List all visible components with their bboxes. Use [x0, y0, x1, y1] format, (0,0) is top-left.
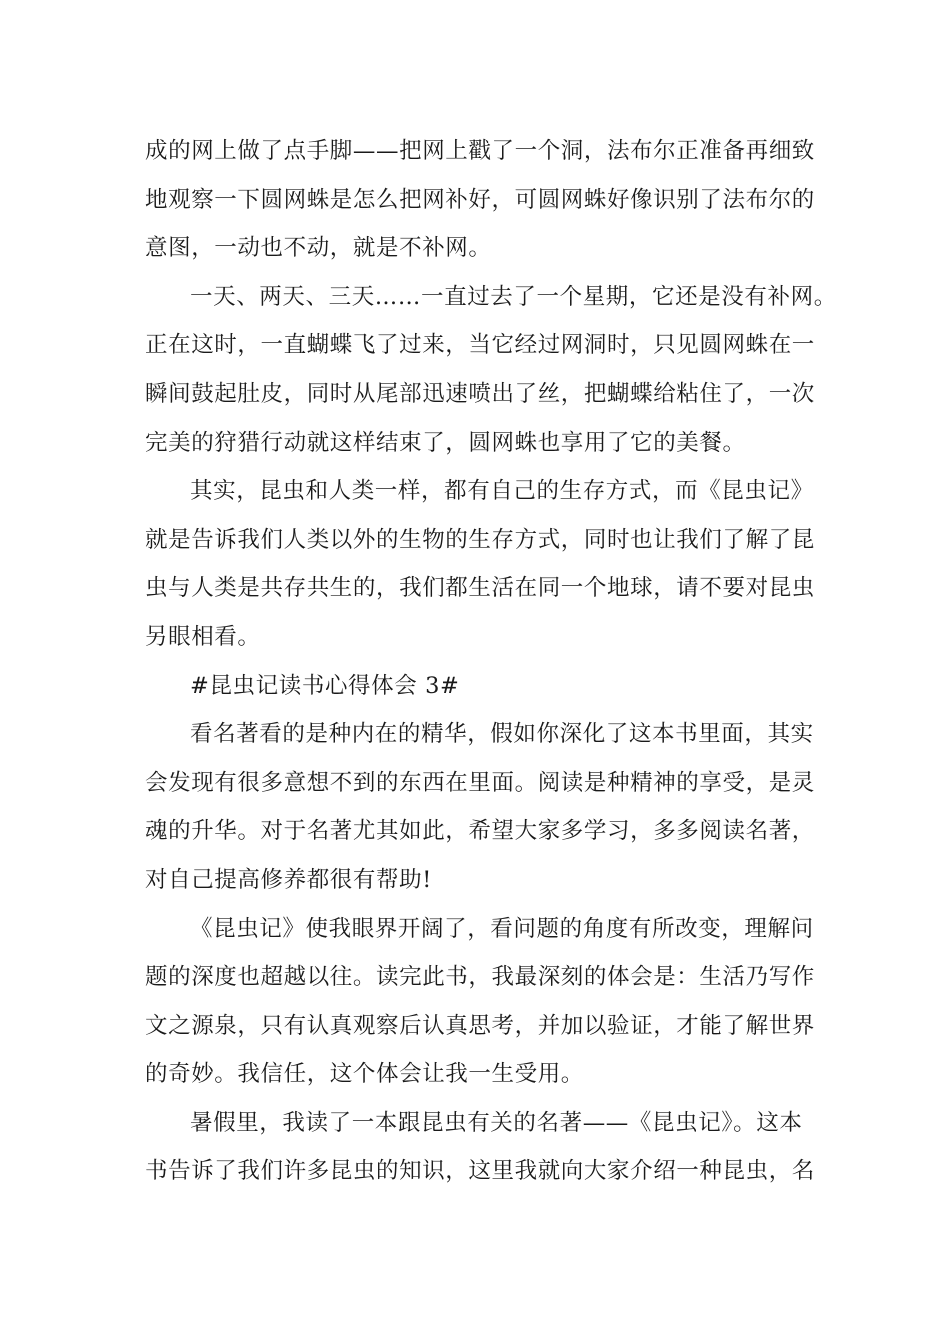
document-body — [145, 131, 837, 1200]
text-line: 完美的狩猎行动就这样结束了，圆网蛛也享用了它的美餐。 — [145, 429, 746, 456]
text-line: 地观察一下圆网蛛是怎么把网补好，可圆网蛛好像识别了法布尔的 — [145, 186, 815, 213]
text-line: 就是告诉我们人类以外的生物的生存方式，同时也让我们了解了昆 — [145, 526, 815, 553]
text-line: 虫与人类是共存共生的，我们都生活在同一个地球，请不要对昆虫 — [145, 575, 815, 602]
text-line: 题的深度也超越以往。读完此书，我最深刻的体会是：生活乃写作 — [145, 964, 815, 991]
text-line: 瞬间鼓起肚皮，同时从尾部迅速喷出了丝，把蝴蝶给粘住了，一次 — [145, 380, 815, 407]
section-heading: #昆虫记读书心得体会 3# — [190, 672, 460, 699]
text-line: 意图，一动也不动，就是不补网。 — [145, 235, 492, 262]
text-line: 对自己提高修养都很有帮助! — [145, 866, 432, 893]
text-line: 的奇妙。我信任，这个体会让我一生受用。 — [145, 1061, 584, 1088]
text-line: 看名著看的是种内在的精华，假如你深化了这本书里面，其实 — [190, 721, 814, 748]
text-line: 魂的升华。对于名著尤其如此，希望大家多学习，多多阅读名著， — [145, 818, 815, 845]
text-line: 正在这时，一直蝴蝶飞了过来，当它经过网洞时，只见圆网蛛在一 — [145, 332, 815, 359]
text-line: 另眼相看。 — [145, 623, 261, 650]
text-line: 书告诉了我们许多昆虫的知识，这里我就向大家介绍一种昆虫，名 — [145, 1158, 815, 1185]
text-line: 文之源泉，只有认真观察后认真思考，并加以验证，才能了解世界 — [145, 1012, 815, 1039]
text-line: 暑假里，我读了一本跟昆虫有关的名著——《昆虫记》。这本 — [190, 1109, 803, 1136]
text-line: 其实，昆虫和人类一样，都有自己的生存方式，而《昆虫记》 — [190, 478, 814, 505]
text-line: 会发现有很多意想不到的东西在里面。阅读是种精神的享受，是灵 — [145, 769, 815, 796]
text-line: 成的网上做了点手脚——把网上戳了一个洞，法布尔正准备再细致 — [145, 138, 815, 164]
text-line: 一天、两天、三天……一直过去了一个星期，它还是没有补网。 — [190, 283, 837, 310]
text-line: 《昆虫记》使我眼界开阔了，看问题的角度有所改变，理解问 — [190, 915, 814, 942]
